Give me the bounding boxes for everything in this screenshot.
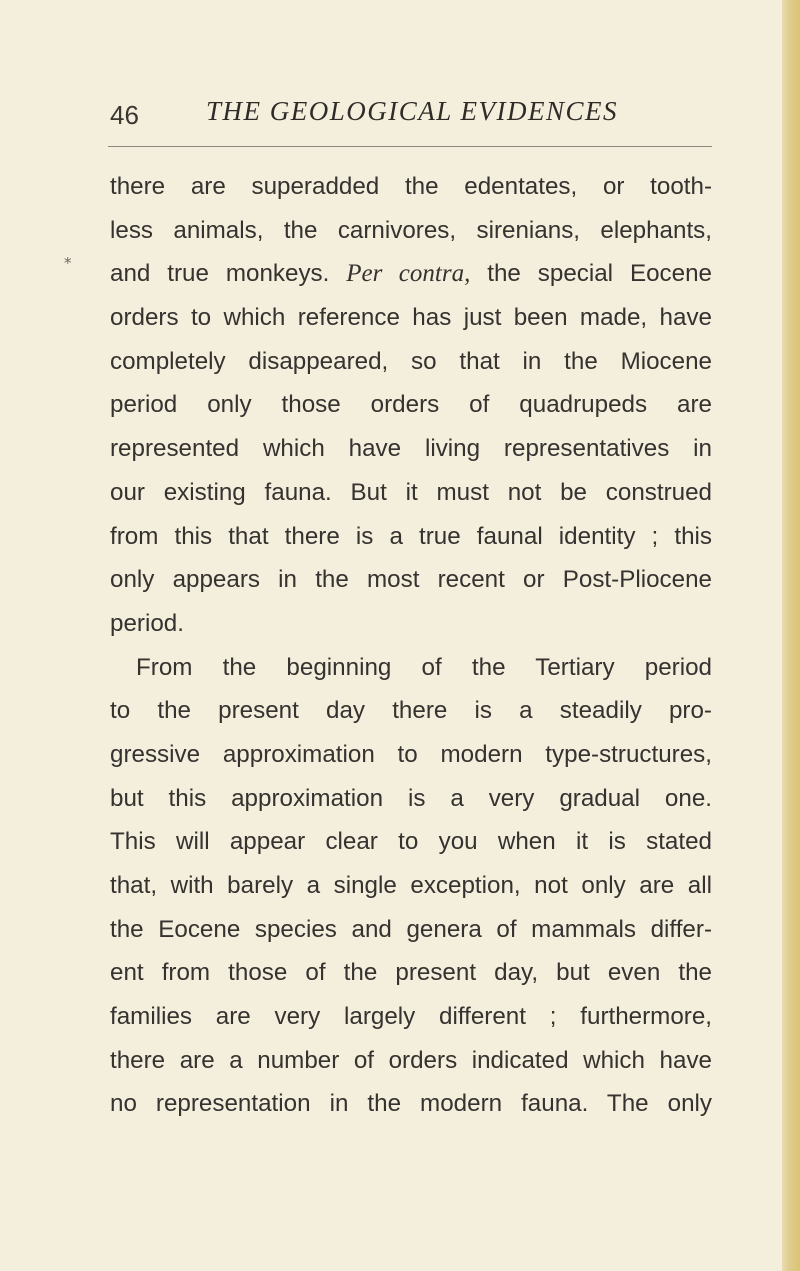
page-number: 46 [110, 100, 139, 130]
page-header [110, 96, 710, 136]
text-line: completely disappeared, so that in the Miocene [110, 347, 712, 375]
text-line [110, 252, 712, 296]
text-line: no representation in the modern fauna. The only [110, 1090, 712, 1118]
text-line: represented which have living representatives in [110, 435, 712, 463]
text-line: families are very largely different ; furthermore, [110, 1003, 712, 1031]
text-line: to the present day there is a steadily pro- [110, 697, 712, 725]
text-line: only appears in the most recent or Post-Pliocene [110, 566, 712, 594]
text-line: there are a number of orders indicated which have [110, 1046, 712, 1074]
text-line: gressive approximation to modern type-structures, [110, 740, 712, 768]
text-line: orders to which reference has just been made, have [110, 304, 712, 332]
text-line: This will appear clear to you when it is stated [110, 828, 712, 856]
text-line: that, with barely a single exception, not only are all [110, 872, 712, 899]
text-line: our existing fauna. But it must not be construed [110, 478, 712, 506]
margin-mark: * [64, 254, 72, 272]
italic-phrase: Per contra, [346, 260, 471, 288]
text-line: ent from those of the present day, but even the [110, 959, 712, 987]
text-line: From the beginning of the Tertiary period [136, 653, 712, 681]
text-line: the Eocene species and genera of mammals differ- [110, 915, 712, 943]
text-line: there are superadded the edentates, or tooth- [110, 173, 712, 200]
text-line: less animals, the carnivores, sirenians, elephants, [110, 216, 712, 244]
text-line: period. [110, 609, 184, 637]
page-edge [782, 0, 800, 1271]
header-rule [108, 146, 712, 147]
running-title: THE GEOLOGICAL EVIDENCES [206, 96, 619, 126]
body-text [110, 165, 712, 1126]
text-line: but this approximation is a very gradual one. [110, 784, 712, 812]
text-run: the special Eocene [470, 260, 712, 288]
text-line: period only those orders of quadrupeds are [110, 391, 712, 419]
text-run: and true monkeys. [110, 260, 347, 288]
text-line: from this that there is a true faunal identity ; this [110, 522, 712, 550]
